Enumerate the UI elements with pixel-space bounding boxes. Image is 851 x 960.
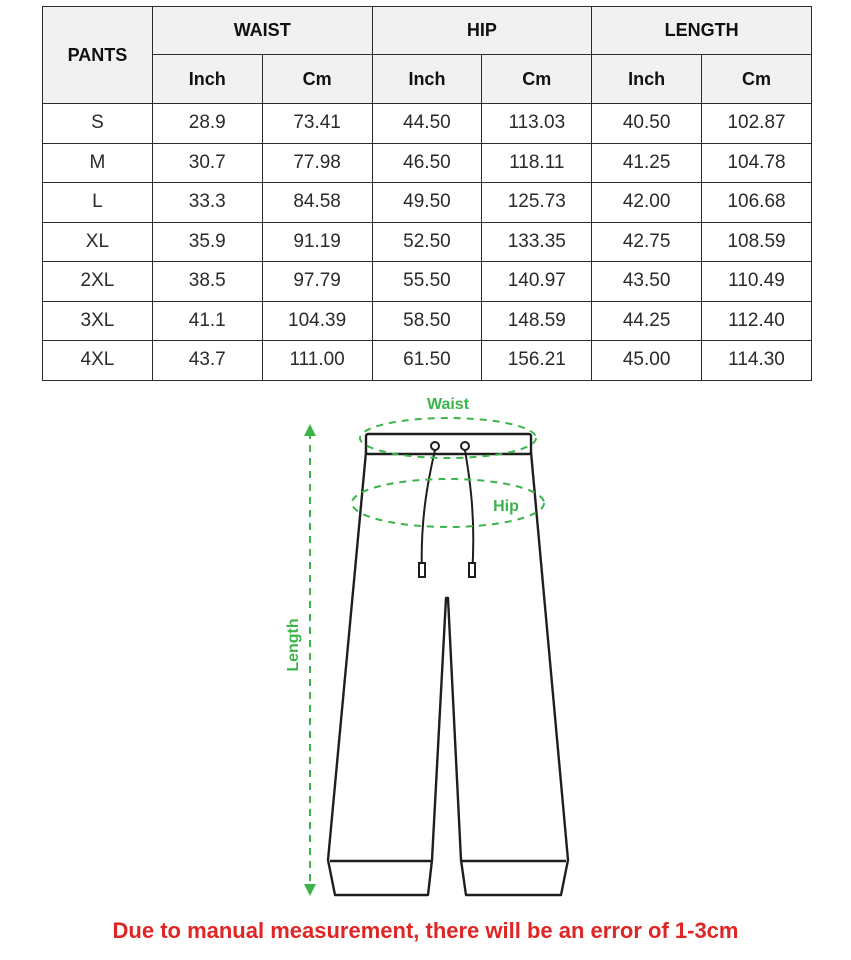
measurement-cell: 111.00 (262, 341, 372, 381)
pants-diagram (0, 390, 851, 910)
unit-header: Inch (372, 55, 482, 104)
table-body (43, 104, 812, 381)
measurement-cell: 44.25 (592, 301, 702, 341)
measurement-cell: 113.03 (482, 104, 592, 144)
size-cell: M (43, 143, 153, 183)
measurement-cell: 49.50 (372, 183, 482, 223)
table-row (43, 262, 812, 302)
measurement-cell: 125.73 (482, 183, 592, 223)
measurement-cell: 45.00 (592, 341, 702, 381)
waist-header: WAIST (152, 7, 372, 55)
measurement-cell: 43.7 (152, 341, 262, 381)
corner-header: PANTS (43, 7, 153, 104)
length-arrow (304, 424, 316, 896)
pants-outline (328, 434, 568, 895)
measurement-cell: 58.50 (372, 301, 482, 341)
measurement-cell: 140.97 (482, 262, 592, 302)
measurement-cell: 28.9 (152, 104, 262, 144)
measurement-cell: 97.79 (262, 262, 372, 302)
hip-header: HIP (372, 7, 592, 55)
measurement-cell: 102.87 (702, 104, 812, 144)
table-row (43, 341, 812, 381)
measurement-cell: 38.5 (152, 262, 262, 302)
size-cell: XL (43, 222, 153, 262)
measurement-cell: 42.00 (592, 183, 702, 223)
measurement-cell: 52.50 (372, 222, 482, 262)
measurement-cell: 148.59 (482, 301, 592, 341)
measurement-cell: 42.75 (592, 222, 702, 262)
measurement-cell: 108.59 (702, 222, 812, 262)
measurement-cell: 30.7 (152, 143, 262, 183)
measurement-cell: 114.30 (702, 341, 812, 381)
measurement-cell: 133.35 (482, 222, 592, 262)
measurement-cell: 84.58 (262, 183, 372, 223)
measurement-cell: 43.50 (592, 262, 702, 302)
measurement-cell: 156.21 (482, 341, 592, 381)
measurement-cell: 55.50 (372, 262, 482, 302)
unit-header: Cm (702, 55, 812, 104)
table-row (43, 183, 812, 223)
size-cell: 2XL (43, 262, 153, 302)
waist-label: Waist (426, 396, 470, 413)
measurement-cell: 46.50 (372, 143, 482, 183)
measurement-cell: 44.50 (372, 104, 482, 144)
measurement-cell: 77.98 (262, 143, 372, 183)
measurement-cell: 91.19 (262, 222, 372, 262)
unit-header: Cm (262, 55, 372, 104)
table-row (43, 104, 812, 144)
size-cell: L (43, 183, 153, 223)
length-header: LENGTH (592, 7, 812, 55)
measurement-cell: 40.50 (592, 104, 702, 144)
measurement-cell: 106.68 (702, 183, 812, 223)
size-cell: 3XL (43, 301, 153, 341)
measurement-cell: 104.39 (262, 301, 372, 341)
measurement-cell: 110.49 (702, 262, 812, 302)
measurement-cell: 35.9 (152, 222, 262, 262)
measurement-cell: 41.25 (592, 143, 702, 183)
measurement-cell: 112.40 (702, 301, 812, 341)
measurement-error-note: Due to manual measurement, there will be an error of 1-3cm (112, 918, 739, 943)
measurement-cell: 61.50 (372, 341, 482, 381)
unit-header: Inch (592, 55, 702, 104)
measurement-cell: 118.11 (482, 143, 592, 183)
unit-header: Inch (152, 55, 262, 104)
size-cell: 4XL (43, 341, 153, 381)
size-chart-table (42, 6, 812, 381)
length-label: Length (285, 618, 302, 672)
table-row (43, 222, 812, 262)
measurement-cell: 33.3 (152, 183, 262, 223)
measurement-cell: 73.41 (262, 104, 372, 144)
hip-label: Hip (493, 498, 519, 515)
size-cell: S (43, 104, 153, 144)
measurement-cell: 104.78 (702, 143, 812, 183)
measurement-cell: 41.1 (152, 301, 262, 341)
table-row (43, 143, 812, 183)
table-row (43, 301, 812, 341)
unit-header: Cm (482, 55, 592, 104)
